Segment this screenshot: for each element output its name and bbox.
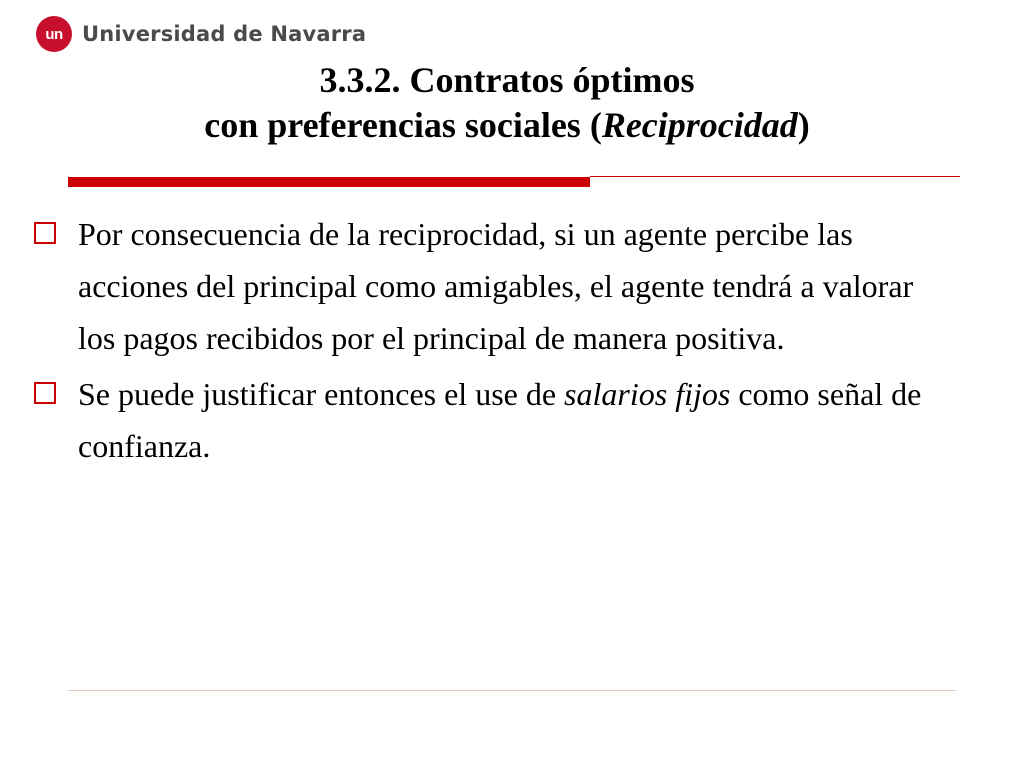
- slide-content: [34, 208, 934, 476]
- university-logo: [36, 14, 366, 54]
- square-bullet-icon: [34, 382, 56, 404]
- bullet-text-italic: salarios fijos: [564, 376, 731, 412]
- slide-title: [0, 58, 1014, 148]
- title-line-1: 3.3.2. Contratos óptimos: [319, 60, 695, 100]
- bullet-text: [78, 368, 934, 472]
- bullet-text-before: Se puede justificar entonces el use de: [78, 376, 565, 412]
- bullet-item: [34, 368, 934, 472]
- logo-text: Universidad de Navarra: [82, 22, 367, 46]
- bullet-text-after: como señal de confianza.: [78, 376, 922, 464]
- bullet-item: [34, 208, 934, 364]
- title-line-2-italic: Reciprocidad: [601, 105, 798, 145]
- title-line-2-prefix: con preferencias sociales (: [204, 105, 602, 145]
- footer-divider: [68, 690, 956, 691]
- logo-mark: un: [36, 16, 72, 52]
- title-underline-thick: [68, 177, 590, 187]
- title-underline-thin: [590, 176, 960, 177]
- square-bullet-icon: [34, 222, 56, 244]
- bullet-text: Por consecuencia de la reciprocidad, si un agente percibe las acciones del principal como amigables, el agente tendrá a valorar los pagos recibidos por el principal de manera positiva.: [78, 216, 914, 356]
- title-line-2: [0, 103, 1014, 148]
- title-line-2-suffix: ): [797, 105, 810, 145]
